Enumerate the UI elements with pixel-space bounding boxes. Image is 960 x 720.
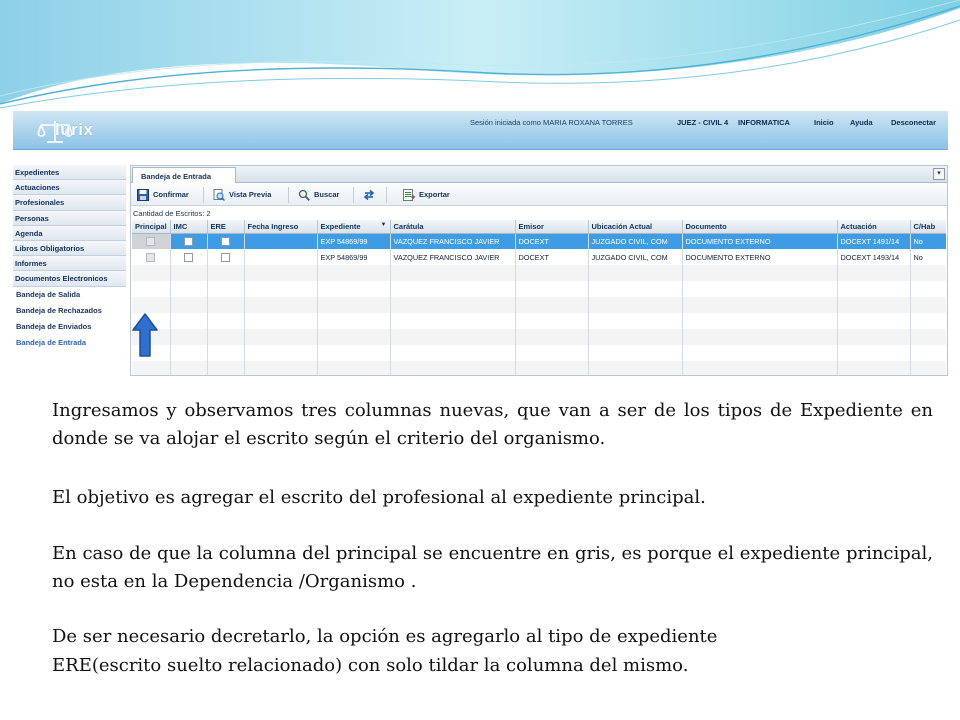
sort-desc-icon: ▼ — [380, 221, 387, 228]
col-emisor[interactable]: Emisor — [515, 220, 588, 233]
tab-bar — [131, 166, 947, 183]
sidebar-subitem-bandeja-entrada[interactable]: Bandeja de Entrada — [16, 337, 87, 347]
principal-checkbox — [146, 237, 155, 246]
fecha-ingreso-cell — [244, 233, 317, 249]
help-link[interactable]: Ayuda — [850, 118, 873, 127]
imc-cell — [170, 249, 207, 265]
sidebar-subitem-bandeja-rechazados[interactable]: Bandeja de Rechazados — [16, 305, 102, 315]
documento-cell: DOCUMENTO EXTERNO — [682, 233, 837, 249]
empty-row — [132, 297, 946, 313]
paragraph-gray-column: En caso de que la columna del principal se encuentre en gris, es porque el expediente principal, no esta en la Dependencia /Organismo . — [52, 543, 933, 592]
empty-row — [132, 265, 946, 281]
sidebar-item-documentos-electronicos[interactable]: Documentos Electronicos — [13, 271, 126, 286]
emisor-cell: DOCEXT — [515, 249, 588, 265]
caratula-cell: VAZQUEZ FRANCISCO JAVIER — [390, 249, 515, 265]
sidebar-subitem-bandeja-salida[interactable]: Bandeja de Salida — [16, 289, 81, 299]
caratula-cell: VAZQUEZ FRANCISCO JAVIER — [390, 233, 515, 249]
documento-cell: DOCUMENTO EXTERNO — [682, 249, 837, 265]
sidebar-subitem-bandeja-enviados[interactable]: Bandeja de Enviados — [16, 321, 92, 331]
col-ere[interactable]: ERE — [207, 220, 244, 233]
sidebar-item-actuaciones[interactable]: Actuaciones — [13, 180, 126, 195]
toolbar-separator — [203, 187, 204, 203]
col-caratula[interactable]: Carátula — [390, 220, 515, 233]
grid-header-row — [132, 220, 946, 233]
documents-grid — [132, 220, 946, 375]
col-ubicacion-actual[interactable]: Ubicación Actual — [588, 220, 682, 233]
principal-cell — [132, 249, 170, 265]
count-label: Cantidad de Escritos: 2 — [133, 209, 211, 218]
imc-cell — [170, 233, 207, 249]
vista-previa-label: Vista Previa — [229, 190, 272, 199]
col-expediente-label: Expediente — [320, 221, 361, 231]
imc-checkbox[interactable] — [184, 253, 193, 262]
sidebar-item-personas[interactable]: Personas — [13, 211, 126, 226]
expediente-cell: EXP 54869/99 — [317, 249, 390, 265]
actuacion-cell: DOCEXT 1493/14 — [837, 249, 910, 265]
table-row[interactable] — [132, 233, 946, 249]
app-header — [13, 111, 948, 150]
ere-checkbox[interactable] — [221, 253, 230, 262]
home-link[interactable]: Inicio — [814, 118, 834, 127]
empty-row — [132, 281, 946, 297]
buscar-label: Buscar — [314, 190, 340, 199]
empty-row — [132, 345, 946, 361]
emisor-cell: DOCEXT — [515, 233, 588, 249]
app-logo-text: lurix — [55, 120, 94, 139]
toolbar-separator — [288, 187, 289, 203]
empty-row — [132, 361, 946, 375]
refresh-button[interactable] — [363, 187, 377, 203]
sidebar-item-libros-obligatorios[interactable]: Libros Obligatorios — [13, 241, 126, 256]
col-imc[interactable]: IMC — [170, 220, 207, 233]
paragraph-objective: El objetivo es agregar el escrito del profesional al expediente principal. — [52, 487, 706, 508]
fecha-ingreso-cell — [244, 249, 317, 265]
imc-checkbox[interactable] — [184, 237, 193, 246]
empty-row — [132, 313, 946, 329]
sidebar-item-expedientes[interactable]: Expedientes — [13, 165, 126, 180]
tab-bandeja-entrada[interactable]: Bandeja de Entrada — [132, 167, 236, 183]
ubicacion-cell: JUZGADO CIVIL, COM — [588, 249, 682, 265]
session-info: Sesión iniciada como MARIA ROXANA TORRES — [470, 118, 633, 127]
col-chab[interactable]: C/Hab — [910, 220, 946, 233]
principal-cell — [132, 233, 170, 249]
paragraph-ere-line1: De ser necesario decretarlo, la opción es agregarlo al tipo de expediente — [52, 626, 718, 647]
expediente-cell: EXP 54869/99 — [317, 233, 390, 249]
col-fecha-ingreso[interactable]: Fecha Ingreso — [244, 220, 317, 233]
ere-cell — [207, 249, 244, 265]
role-link[interactable]: JUEZ - CIVIL 4 — [677, 118, 729, 127]
col-documento[interactable]: Documento — [682, 220, 837, 233]
col-actuacion[interactable]: Actuación — [837, 220, 910, 233]
sidebar-item-agenda[interactable]: Agenda — [13, 226, 126, 241]
save-icon — [137, 189, 149, 201]
toolbar — [131, 184, 947, 206]
table-row[interactable] — [132, 249, 946, 265]
col-principal[interactable]: Principal — [132, 220, 170, 233]
toolbar-separator — [386, 187, 387, 203]
up-arrow-icon — [132, 313, 158, 357]
col-expediente[interactable] — [317, 220, 390, 233]
actuacion-cell: DOCEXT 1491/14 — [837, 233, 910, 249]
sidebar — [13, 165, 126, 376]
paragraph-columns: Ingresamos y observamos tres columnas nuevas, que van a ser de los tipos de Expediente en donde se va alojar el escrito según el criterio del organismo. — [52, 400, 933, 449]
sidebar-item-profesionales[interactable]: Profesionales — [13, 195, 126, 210]
sidebar-item-informes[interactable]: Informes — [13, 256, 126, 271]
search-icon — [298, 189, 310, 201]
export-icon — [403, 189, 415, 201]
content-panel — [130, 165, 948, 376]
empty-row — [132, 329, 946, 345]
paragraph-ere-line2: ERE(escrito suelto relacionado) con solo tildar la columna del mismo. — [52, 655, 689, 676]
tab-menu-chevron-icon[interactable]: ▾ — [933, 168, 945, 180]
area-link[interactable]: INFORMATICA — [738, 118, 790, 127]
chab-cell: No — [910, 249, 946, 265]
refresh-icon — [363, 189, 375, 201]
ere-cell — [207, 233, 244, 249]
slide-wave-decoration — [0, 0, 960, 112]
ere-checkbox[interactable] — [221, 237, 230, 246]
logout-link[interactable]: Desconectar — [891, 118, 937, 127]
preview-icon — [213, 189, 225, 201]
toolbar-separator — [353, 187, 354, 203]
principal-checkbox — [146, 253, 155, 262]
confirmar-label: Confirmar — [153, 190, 189, 199]
exportar-label: Exportar — [419, 190, 450, 199]
ubicacion-cell: JUZGADO CIVIL, COM — [588, 233, 682, 249]
chab-cell: No — [910, 233, 946, 249]
